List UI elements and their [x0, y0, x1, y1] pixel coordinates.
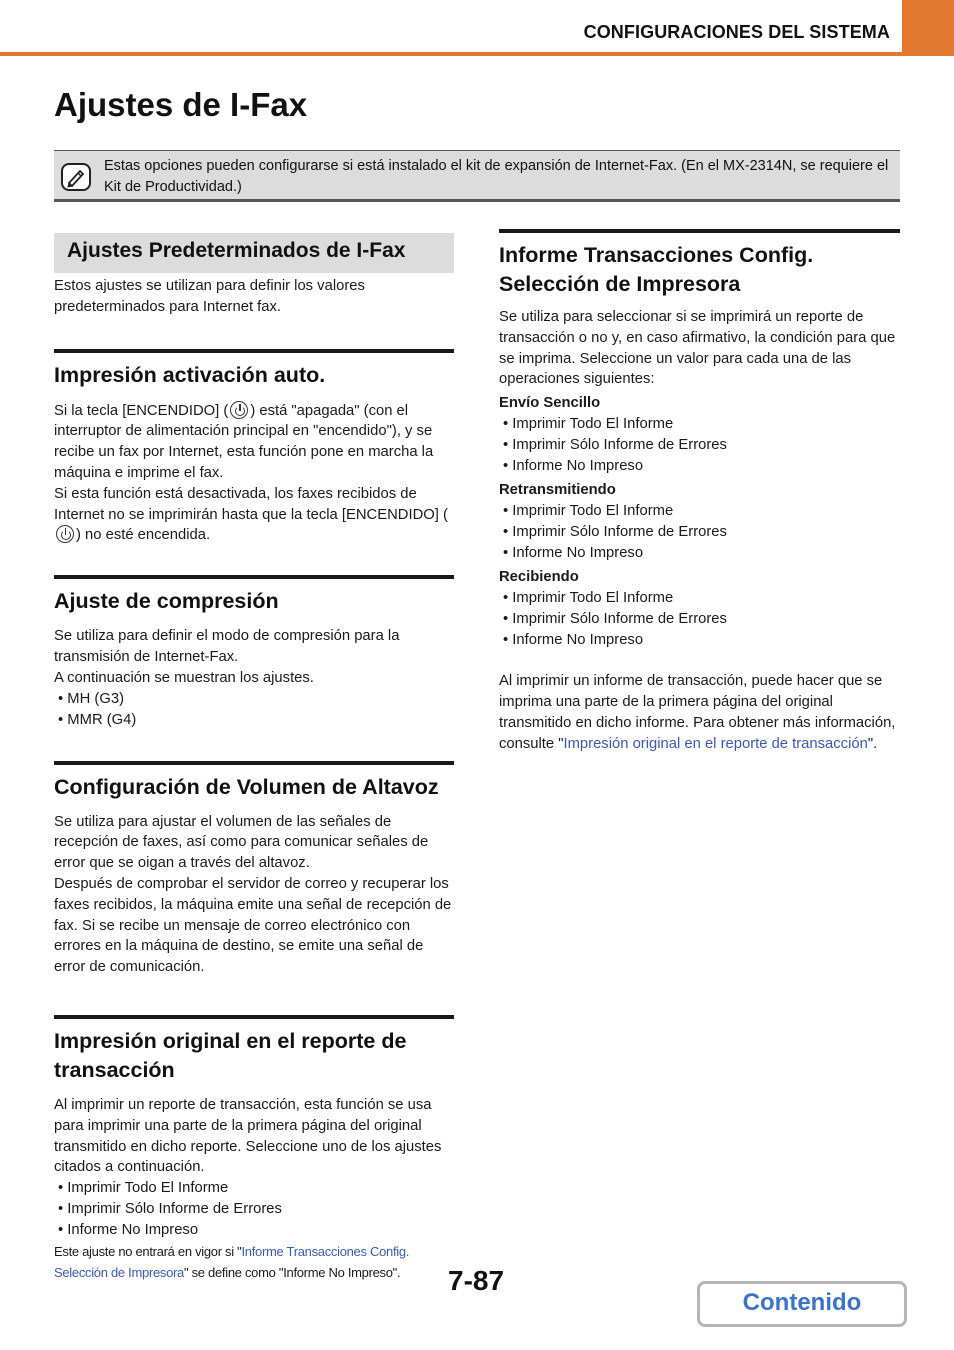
- group-list: [499, 588, 900, 651]
- list-item: • Imprimir Sólo Informe de Errores: [499, 435, 900, 456]
- auto-print-text: Si la tecla [ENCENDIDO] ( ) está "apagada" (con el interruptor de alimentación principal en "encendido"), y se recibe un fax por Internet, esta función pone en marcha la máquina e imprime el fax. Si esta función está desactivada, los faxes recibidos de Internet no se imprimirán hasta que la tecla [ENCENDIDO] () no esté encendida.: [54, 402, 448, 544]
- power-key-icon: [56, 525, 74, 543]
- compression-heading: Ajuste de compresión: [54, 575, 454, 616]
- list-item: • Imprimir Todo El Informe: [499, 501, 900, 522]
- group-title: Envío Sencillo: [499, 395, 601, 412]
- list-item: • Imprimir Sólo Informe de Errores: [54, 1199, 454, 1220]
- contents-button[interactable]: Contenido: [697, 1281, 907, 1327]
- list-item: • Informe No Impreso: [54, 1220, 454, 1241]
- original-print-heading: Impresión original en el reporte de transacción: [54, 1015, 454, 1085]
- note-text: Estas opciones pueden configurarse si está instalado el kit de expansión de Internet-Fax. (En el MX-2314N, se requiere el Kit de Productividad.): [104, 158, 889, 195]
- page-title: Ajustes de I-Fax: [54, 86, 308, 123]
- original-print-link[interactable]: Impresión original en el reporte de transacción: [563, 735, 868, 752]
- transaction-report-link[interactable]: Informe Transacciones Config. Selección de Impresora: [54, 1244, 410, 1281]
- defaults-text: Estos ajustes se utilizan para definir los valores predeterminados para Internet fax.: [54, 278, 365, 315]
- transaction-report-heading: Informe Transacciones Config. Selección de Impresora: [499, 229, 900, 299]
- speaker-heading: Configuración de Volumen de Altavoz: [54, 761, 454, 802]
- group-title: Recibiendo: [499, 569, 579, 586]
- header-accent-block: [902, 0, 954, 56]
- list-item: • Imprimir Sólo Informe de Errores: [499, 609, 900, 630]
- original-print-text: Al imprimir un reporte de transacción, esta función se usa para imprimir una parte de la primera página del original transmitido en dicho reporte. Seleccione uno de los ajustes citados a continuación.: [54, 1096, 442, 1176]
- speaker-text: Se utiliza para ajustar el volumen de las señales de recepción de faxes, así como para comunicar señales de error que se oigan a través del altavoz. Después de comprobar el servidor de correo y recuperar los faxes recibidos, la máquina emite una señal de recepción de fax. Si se recibe un mensaje de correo electrónico con errores en la máquina de destino, se emite una señal de error de comunicación.: [54, 813, 452, 976]
- list-item: • Informe No Impreso: [499, 630, 900, 651]
- list-item: • Imprimir Sólo Informe de Errores: [499, 522, 900, 543]
- group-list: [499, 414, 900, 477]
- defaults-heading: Ajustes Predeterminados de I-Fax: [54, 233, 454, 273]
- list-item: • MH (G3): [54, 689, 454, 710]
- page-header: [0, 0, 954, 56]
- list-item: • Informe No Impreso: [499, 456, 900, 477]
- auto-print-heading: Impresión activación auto.: [54, 349, 454, 390]
- group-list: [499, 501, 900, 564]
- list-item: • MMR (G4): [54, 710, 454, 731]
- left-column: [54, 233, 454, 1283]
- list-item: • Imprimir Todo El Informe: [499, 588, 900, 609]
- list-item: • Imprimir Todo El Informe: [54, 1178, 454, 1199]
- page-number: 7-87: [448, 1265, 505, 1296]
- transaction-report-intro: Se utiliza para seleccionar si se imprimirá un reporte de transacción o no y, en caso afirmativo, la condición para que se imprima. Seleccione un valor para cada una de las operaciones siguientes:: [499, 309, 896, 388]
- header-divider: [0, 52, 902, 56]
- original-print-note: Este ajuste no entrará en vigor si "Informe Transacciones Config. Selección de Impresora" se define como "Informe No Impreso".: [54, 1244, 410, 1281]
- right-column: [499, 229, 900, 754]
- transaction-report-outro: Al imprimir un informe de transacción, puede hacer que se imprima una parte de la primera página del original transmitido en dicho informe. Para obtener más información, consulte "Impresión original en el reporte de transacción".: [499, 673, 896, 752]
- header-title: CONFIGURACIONES DEL SISTEMA: [583, 22, 890, 42]
- note-box: [54, 150, 900, 202]
- pencil-note-icon: [61, 163, 91, 191]
- original-print-list: [54, 1178, 454, 1241]
- compression-text: Se utiliza para definir el modo de compresión para la transmisión de Internet-Fax. A continuación se muestran los ajustes.: [54, 628, 400, 686]
- list-item: • Informe No Impreso: [499, 543, 900, 564]
- compression-list: [54, 689, 454, 731]
- list-item: • Imprimir Todo El Informe: [499, 414, 900, 435]
- group-title: Retransmitiendo: [499, 482, 616, 499]
- power-key-icon: [230, 401, 248, 419]
